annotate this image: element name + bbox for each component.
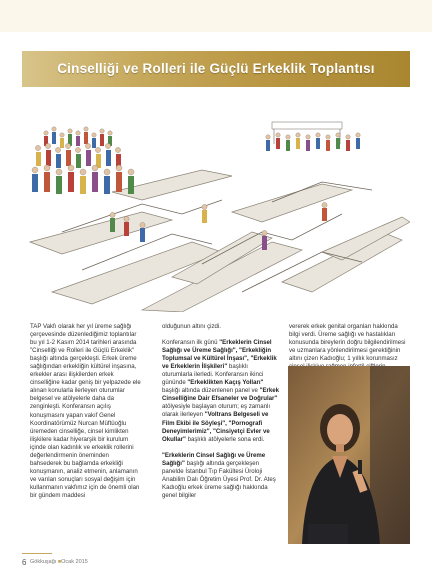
footer-issue: [30, 559, 88, 565]
separator-square: ■: [57, 559, 62, 565]
article-paragraph: olduğunun altını çizdi.: [162, 323, 221, 330]
issue-date: Ocak 2015: [61, 559, 88, 565]
maze-crowd-illustration: [22, 92, 410, 312]
article-paragraph: "Erkeklerin Cinsel Sağlığı ve Üreme Sağlığı" başlığı altında gerçekleşen panelde İstanbul Tıp Fakültesi Üroloji Anabilim Dalı Öğretim Üyesi Prof. Dr. Ateş Kadıoğlu erkek üreme sağlığı hakkında genel bilgiler: [162, 451, 276, 499]
article-paragraph: TAP Vakfı olarak her yıl üreme sağlığı çerçevesinde düzenlediğimiz toplantılar bu yıl 1-2 Kasım 2014 tarihleri arasında "Cinselliği ve Rolleri ile Güçlü Erkeklik" başlığı altında gerçekleşti. Erkek üreme sağlığından erkekliğin kültürel inşasına, erkekler arası ilişkilerden erkek cinselliğine kadar geniş bir yelpazede ele alınan konularla ilerleyen oturumlar belgesel ve atölyelerle daha da zenginleşti. Konferansın açılış konuşmasını yapan vakıf Genel Koordinatörümüz Nurcan Müftüoğlu üremeden cinselliğe, cinsel kimlikten ilişkilere kadar hiyerarşik bir kurulum içinde olan kadınlık ve erkeklik rollerini değerlendirmenin öneminden bahsederek bu bağlamda erkekliği konuşmanın, analiz etmenin, anlamanın ve varılan sonuçları sosyal değişim için kullanmanın vakfımız için de önemli olan bir gündem maddesi: [30, 323, 141, 499]
page-title: Cinselliği ve Rolleri ile Güçlü Erkeklik Toplantısı: [57, 61, 375, 76]
footer-rule: [22, 553, 52, 554]
speaker-photo: [288, 366, 410, 544]
article-column-1: [30, 323, 142, 508]
title-banner: [22, 51, 410, 87]
page-number: 6: [22, 558, 27, 567]
article-paragraph: vererek erkek genital organları hakkında bilgi verdi. Üreme sağlığı ve hastalıkları konusunda bireylerin doğru bilgilendirilmesi ve uzmanlara yönlendirilmesi gerektiğinin altını çizen Kadıoğlu; 1 yıllık korunmasız: [289, 323, 406, 363]
article-paragraph: Konferansın ilk günü "Erkeklerin Cinsel Sağlığı ve Üreme Sağlığı", "Erkekliğin Toplumsal ve Kültürel İnşası", "Erkeklik ve Erkeklerin İlişkileri" başlıklı oturumlarla ilerledi. Konferansın ikinci gününde "Erkeklikten Kaçış Yolları" başlığı altında düzenlenen panel ve "Erkek Cinselliğine Dair Efsaneler ve Doğrular" atölyesiyle başlayan oturum; eş zamanlı olarak ilerleyen "Voltrans Belgeseli ve Film Ekibi ile Söyleşi", "Pornografi Deneyimlerimiz", "Cinsiyetçi Evler ve Okullar" başlıklı atölyelerle sona erdi.: [162, 339, 280, 443]
article-column-2: [162, 323, 280, 508]
top-margin-strip: [0, 0, 432, 32]
magazine-name: Gökkuşağı: [30, 559, 57, 565]
